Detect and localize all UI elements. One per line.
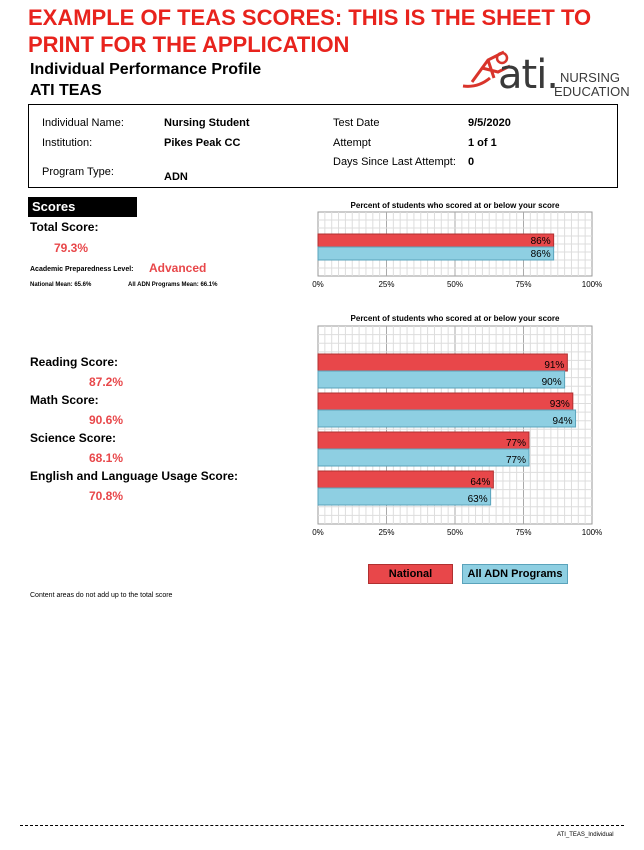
tick-label-1-4: 100% [581, 280, 603, 289]
name-value: Nursing Student [164, 117, 250, 129]
attempt-value: 1 of 1 [468, 137, 497, 149]
bar-2-math-1 [318, 410, 576, 427]
bar-label-2-1-0: 93% [549, 399, 570, 410]
total-score-label: Total Score: [30, 220, 99, 234]
date-value: 9/5/2020 [468, 117, 511, 129]
bar-label-2-2-0: 77% [505, 438, 526, 449]
bar-label-1-0-0: 86% [530, 236, 551, 247]
national-mean: National Mean: 65.6% [30, 282, 92, 288]
tick-label-2-2: 50% [446, 528, 464, 537]
bar-label-2-0-1: 90% [541, 377, 562, 388]
logo-line2: EDUCATION [554, 84, 630, 99]
tick-label-2-3: 75% [515, 528, 532, 537]
page-title: Individual Performance Profile [30, 61, 262, 78]
program-value: ADN [164, 171, 188, 183]
scores-header: Scores [28, 197, 137, 217]
bar-2-math-0 [318, 393, 573, 410]
institution-label: Institution: [42, 137, 93, 149]
tick-label-1-3: 75% [515, 280, 532, 289]
tick-label-1-0: 0% [312, 280, 324, 289]
bar-label-2-3-0: 64% [470, 477, 491, 488]
science-score-value: 68.1% [89, 451, 124, 465]
program-label: Program Type: [42, 166, 114, 178]
tick-label-1-1: 25% [378, 280, 395, 289]
name-label: Individual Name: [42, 117, 124, 129]
tick-label-2-0: 0% [312, 528, 324, 537]
reading-score-value: 87.2% [89, 375, 124, 389]
attempt-label: Attempt [333, 137, 371, 149]
bar-label-2-0-0: 91% [544, 360, 565, 371]
bar-label-2-3-1: 63% [467, 494, 488, 505]
tick-label-2-1: 25% [378, 528, 395, 537]
adn-mean: All ADN Programs Mean: 66.1% [128, 282, 218, 288]
content-note: Content areas do not add up to the total score [30, 592, 173, 599]
legend-adn: All ADN Programs [462, 564, 568, 584]
institution-value: Pikes Peak CC [164, 137, 241, 149]
content-area-chart [310, 324, 610, 540]
bar-label-2-2-1: 77% [505, 455, 526, 466]
prep-level-label: Academic Preparedness Level: [30, 266, 134, 273]
bar-1-total-0 [318, 234, 554, 247]
prep-level-value: Advanced [149, 261, 207, 275]
tick-label-1-2: 50% [446, 280, 464, 289]
days-label: Days Since Last Attempt: [333, 156, 456, 168]
logo-line1: NURSING [560, 70, 620, 85]
bar-2-english-and-language-usage-0 [318, 471, 493, 488]
page-banner: EXAMPLE OF TEAS SCORES: THIS IS THE SHEET TO PRINT FOR THE APPLICATION [28, 5, 592, 57]
math-score-value: 90.6% [89, 413, 124, 427]
footer-id: ATI_TEAS_Individual [557, 832, 614, 838]
english-score-label: English and Language Usage Score: [30, 469, 239, 483]
days-value: 0 [468, 156, 475, 168]
bar-2-english-and-language-usage-1 [318, 488, 491, 505]
total-score-chart [310, 210, 610, 292]
legend-national: National [368, 564, 453, 584]
bar-2-reading-0 [318, 354, 567, 371]
chart1-title: Percent of students who scored at or below your score [350, 201, 560, 210]
reading-score-label: Reading Score: [30, 355, 119, 369]
footer-divider [20, 825, 624, 826]
english-score-value: 70.8% [89, 489, 124, 503]
tick-label-2-4: 100% [581, 528, 603, 537]
chart2-title: Percent of students who scored at or below your score [350, 314, 560, 323]
math-score-label: Math Score: [30, 393, 99, 407]
bar-label-2-1-1: 94% [552, 416, 573, 427]
ati-logo [458, 48, 630, 102]
science-score-label: Science Score: [30, 431, 117, 445]
page-subtitle: ATI TEAS [30, 82, 102, 99]
logo-brand: ati. [498, 52, 559, 98]
bar-1-total-1 [318, 247, 554, 260]
bar-2-science-1 [318, 449, 529, 466]
bar-label-1-0-1: 86% [530, 249, 551, 260]
total-score-value: 79.3% [54, 241, 89, 255]
bar-2-science-0 [318, 432, 529, 449]
bar-2-reading-1 [318, 371, 565, 388]
date-label: Test Date [333, 117, 380, 129]
